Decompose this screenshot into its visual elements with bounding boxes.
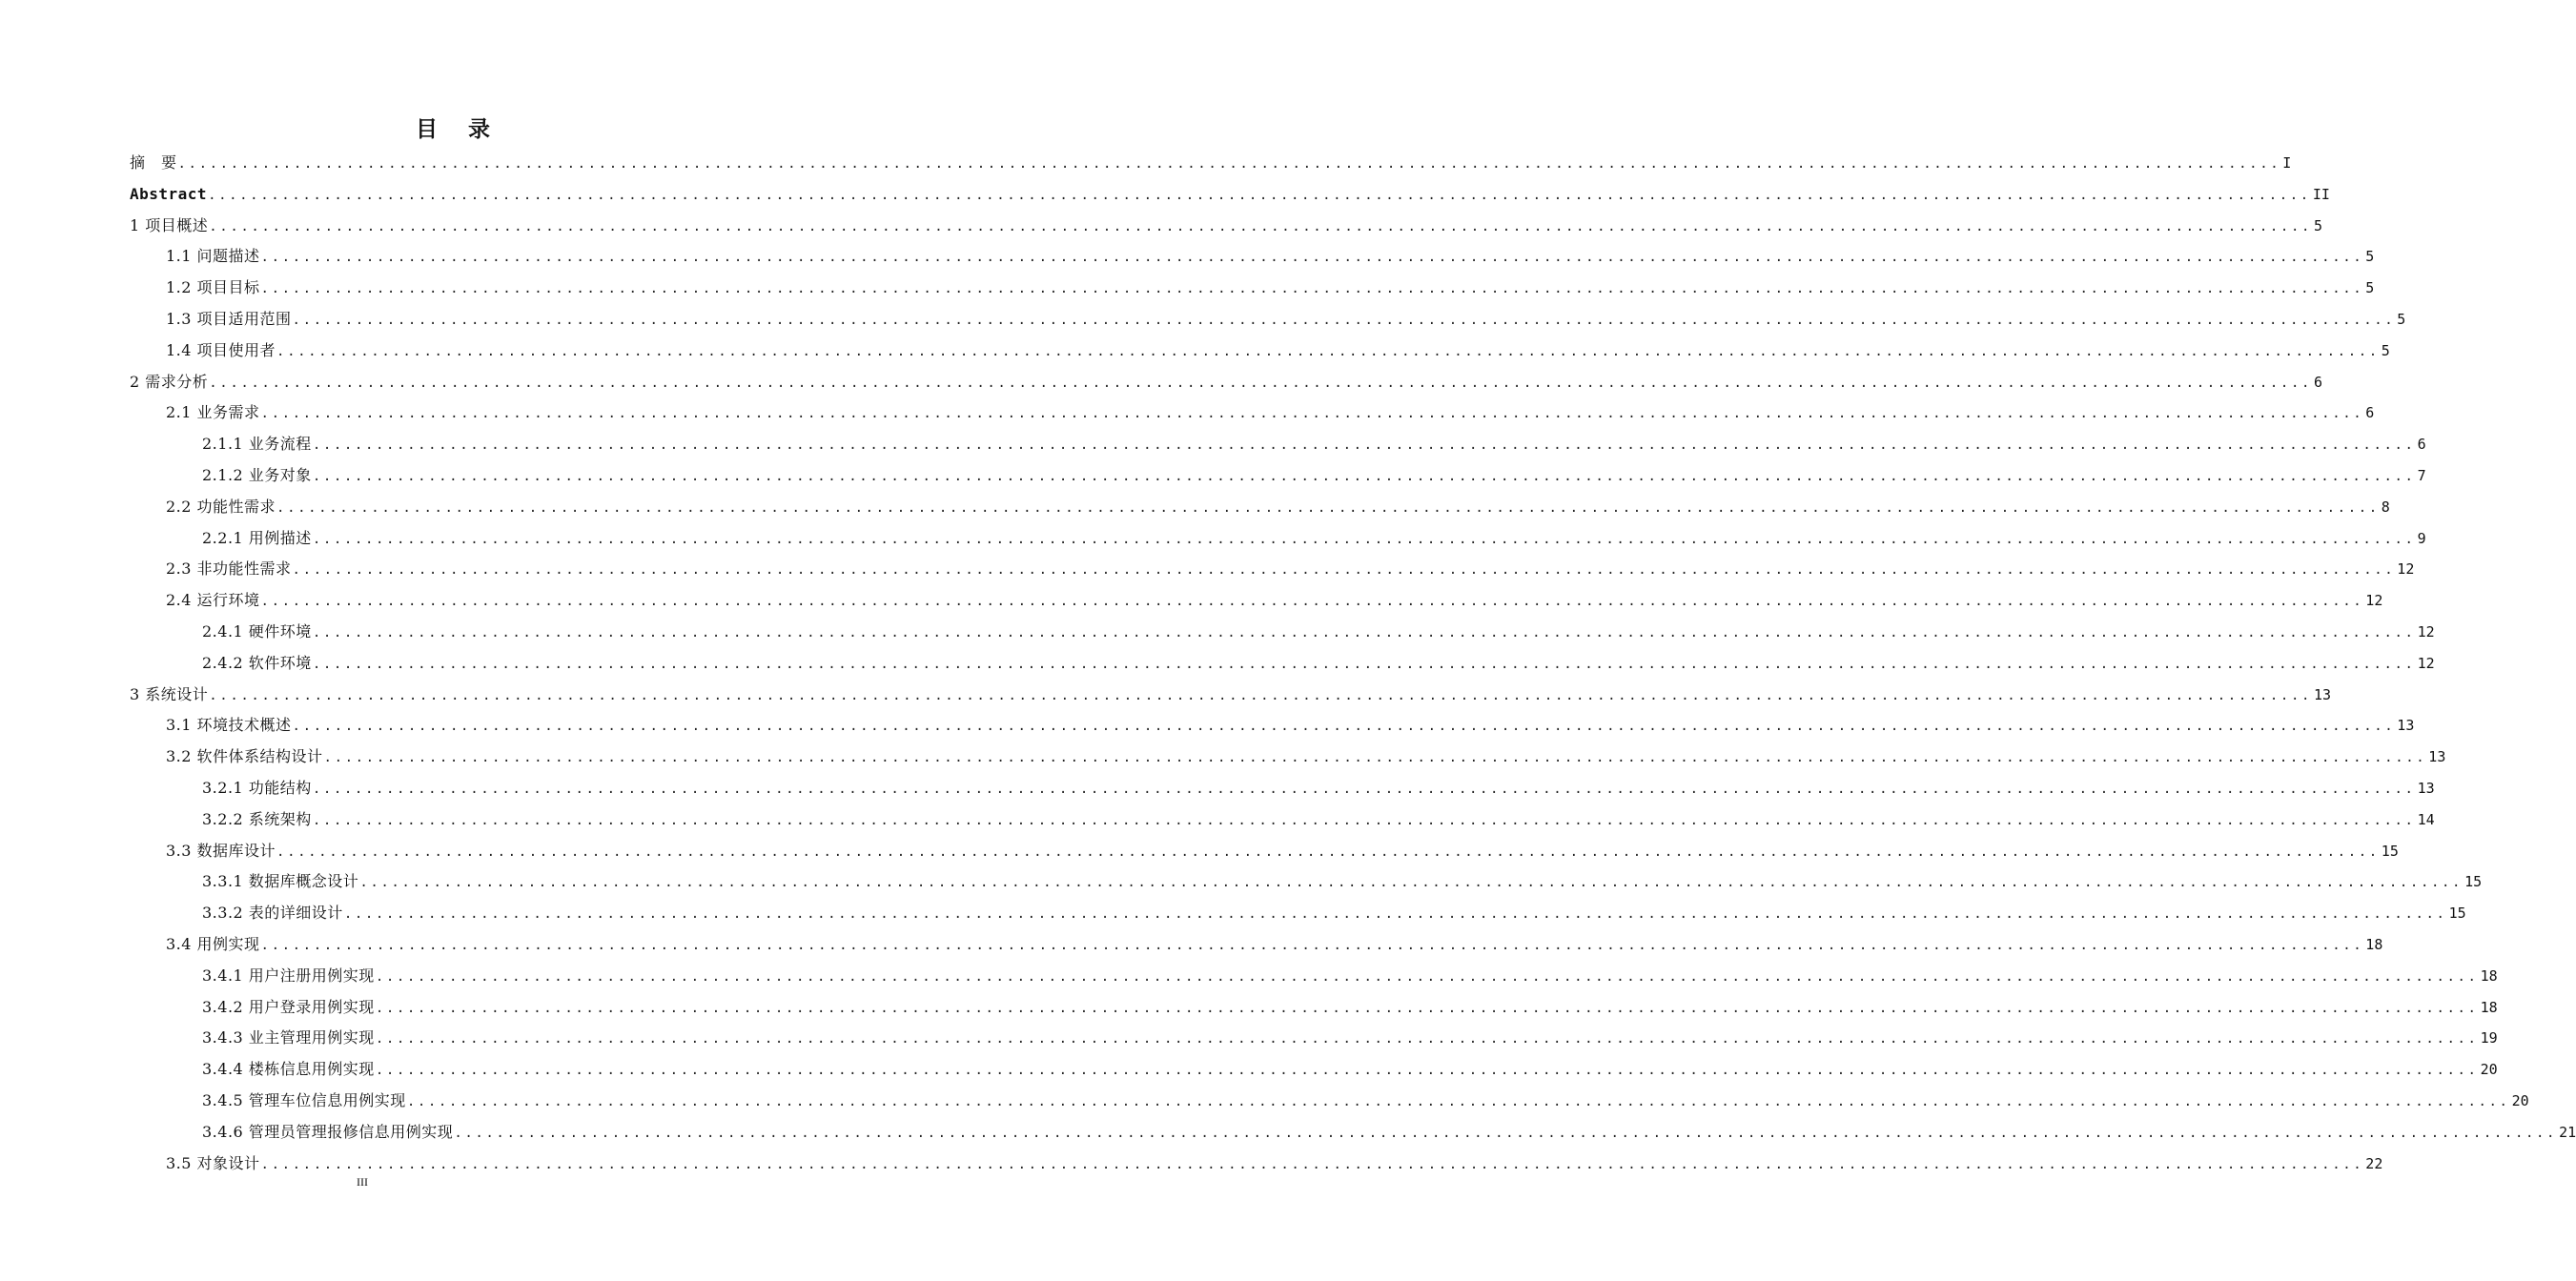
toc-entry[interactable] (130, 211, 2323, 242)
toc-dot-leader: ........................................................................................................................................................................................................ (292, 312, 2396, 328)
toc-entry-label: 1.2 项目目标 (166, 278, 260, 297)
toc-entry-label: 3.1 环境技术概述 (166, 716, 292, 735)
toc-entry[interactable] (130, 179, 2330, 211)
toc-entry[interactable] (130, 866, 2483, 898)
toc-entry-label: 3.3 数据库设计 (166, 841, 276, 860)
toc-entry-label: 1.1 问题描述 (166, 247, 260, 266)
toc-entry[interactable] (130, 710, 2415, 742)
toc-entry-page-number: 21 (2559, 1123, 2576, 1141)
toc-entry-label: 2.4.1 硬件环境 (202, 621, 312, 640)
toc-entry-page-number: 5 (2314, 216, 2323, 234)
toc-entry-page-number: 5 (2381, 341, 2390, 359)
toc-entry-label: 1.3 项目适用范围 (166, 309, 292, 328)
toc-entry-page-number: 15 (2448, 905, 2466, 923)
toc-dot-leader: ........................................................................................................................................................................................................ (312, 437, 2416, 454)
toc-entry-page-number: 7 (2417, 466, 2426, 484)
toc-entry-label: 2.4.2 软件环境 (202, 653, 312, 672)
toc-dot-leader: ........................................................................................................................................................................................................ (276, 844, 2380, 860)
toc-entry-page-number: 5 (2397, 310, 2406, 328)
toc-dot-leader: ........................................................................................................................................................................................................ (312, 531, 2416, 547)
toc-entry-label: 3.2.1 功能结构 (202, 778, 312, 797)
toc-dot-leader: ........................................................................................................................................................................................................ (292, 719, 2396, 735)
toc-dot-leader: ........................................................................................................................................................................................................ (209, 375, 2313, 391)
toc-entry[interactable] (130, 241, 2375, 273)
toc-entry[interactable] (130, 1023, 2498, 1054)
toc-dot-leader: ........................................................................................................................................................................................................ (312, 656, 2416, 672)
toc-entry-label: 2.2 功能性需求 (166, 497, 276, 516)
toc-entry-page-number: 6 (2314, 373, 2323, 391)
toc-entry-page-number: 12 (2397, 560, 2415, 579)
toc-dot-leader: ........................................................................................................................................................................................................ (375, 968, 2479, 985)
toc-entry[interactable] (130, 273, 2375, 304)
toc-entry-label: 3.4.4 楼栋信息用例实现 (202, 1060, 375, 1079)
toc-entry-label: 3.2.2 系统架构 (202, 809, 312, 828)
toc-dot-leader: ........................................................................................................................................................................................................ (260, 594, 2364, 610)
toc-entry-label: 3.4.1 用户注册用例实现 (202, 966, 375, 985)
toc-entry-page-number: 15 (2464, 873, 2483, 891)
toc-entry-page-number: 12 (2365, 592, 2383, 610)
toc-entry[interactable] (130, 836, 2399, 867)
toc-dot-leader: ........................................................................................................................................................................................................ (454, 1125, 2558, 1141)
toc-entry-page-number: 9 (2417, 529, 2426, 547)
toc-entry-label: 1 项目概述 (130, 215, 209, 234)
toc-entry-label: 2.1.1 业务流程 (202, 435, 312, 454)
toc-entry-label: 3.5 对象设计 (166, 1153, 260, 1172)
toc-dot-leader: ........................................................................................................................................................................................................ (260, 281, 2364, 297)
toc-dot-leader: ........................................................................................................................................................................................................ (323, 750, 2427, 766)
toc-entry-label: 3.3.1 数据库概念设计 (202, 872, 359, 891)
toc-entry-label: 3 系统设计 (130, 684, 209, 703)
toc-entry-page-number: 20 (2511, 1091, 2529, 1109)
toc-entry[interactable] (130, 367, 2323, 398)
toc-entry-page-number: 5 (2365, 279, 2375, 297)
toc-dot-leader: ........................................................................................................................................................................................................ (260, 1156, 2364, 1172)
toc-entry-label: 3.4.5 管理车位信息用例实现 (202, 1090, 406, 1109)
toc-dot-leader: ........................................................................................................................................................................................................ (375, 1063, 2479, 1079)
toc-entry-label: 2.2.1 用例描述 (202, 528, 312, 547)
toc-entry[interactable] (130, 680, 2332, 711)
toc-entry-page-number: I (2282, 154, 2292, 172)
toc-entry[interactable] (130, 397, 2375, 429)
toc-entry[interactable] (130, 148, 2292, 179)
toc-entry[interactable] (130, 804, 2435, 836)
toc-dot-leader: ........................................................................................................................................................................................................ (177, 156, 2281, 172)
toc-entry-page-number: 18 (2365, 935, 2383, 953)
toc-dot-leader: ........................................................................................................................................................................................................ (208, 187, 2311, 203)
toc-entry[interactable] (130, 992, 2498, 1024)
toc-entry[interactable] (130, 336, 2390, 367)
toc-dot-leader: ........................................................................................................................................................................................................ (260, 406, 2364, 422)
toc-entry-label: 2.1 业务需求 (166, 403, 260, 422)
toc-entry[interactable] (130, 460, 2426, 492)
toc-dot-leader: ........................................................................................................................................................................................................ (292, 562, 2396, 579)
toc-entry-label: 1.4 项目使用者 (166, 340, 276, 359)
toc-dot-leader: ........................................................................................................................................................................................................ (209, 687, 2313, 703)
toc-entry-page-number: 8 (2381, 498, 2390, 516)
toc-dot-leader: ........................................................................................................................................................................................................ (312, 624, 2416, 640)
toc-entry-page-number: 18 (2480, 998, 2498, 1016)
toc-dot-leader: ........................................................................................................................................................................................................ (260, 937, 2364, 953)
toc-entry-page-number: 18 (2480, 966, 2498, 985)
toc-entry[interactable] (130, 929, 2383, 961)
toc-entry[interactable] (130, 304, 2406, 336)
toc-entry-page-number: 13 (2397, 717, 2415, 735)
toc-entry-page-number: 13 (2314, 685, 2332, 703)
table-of-contents (130, 148, 2576, 1179)
toc-entry[interactable] (130, 617, 2435, 648)
toc-entry-label: Abstract (130, 184, 208, 203)
toc-entry[interactable] (130, 523, 2426, 555)
toc-entry-label: 2.3 非功能性需求 (166, 559, 292, 579)
toc-entry-page-number: 22 (2365, 1154, 2383, 1172)
toc-entry[interactable] (130, 742, 2446, 773)
page-title: 目 录 (415, 117, 501, 142)
toc-entry-label: 2.4 运行环境 (166, 591, 260, 610)
toc-entry[interactable] (130, 1117, 2576, 1149)
toc-entry[interactable] (130, 1054, 2498, 1086)
toc-entry-label: 摘 要 (130, 153, 177, 172)
footer-page-number: III (357, 1175, 368, 1189)
toc-dot-leader: ........................................................................................................................................................................................................ (276, 343, 2380, 359)
toc-dot-leader: ........................................................................................................................................................................................................ (312, 781, 2416, 797)
toc-entry[interactable] (130, 961, 2498, 992)
toc-entry-page-number: 5 (2365, 248, 2375, 266)
toc-entry[interactable] (130, 1086, 2529, 1117)
toc-entry-page-number: 19 (2480, 1029, 2498, 1047)
toc-entry-label: 3.4.2 用户登录用例实现 (202, 997, 375, 1016)
toc-dot-leader: ........................................................................................................................................................................................................ (343, 906, 2447, 923)
toc-entry[interactable] (130, 773, 2435, 804)
toc-entry-page-number: 20 (2480, 1061, 2498, 1079)
toc-dot-leader: ........................................................................................................................................................................................................ (260, 250, 2364, 266)
toc-entry-page-number: 6 (2365, 404, 2375, 422)
toc-entry-page-number: 6 (2417, 436, 2426, 454)
toc-entry-label: 3.4.3 业主管理用例实现 (202, 1028, 375, 1047)
toc-dot-leader: ........................................................................................................................................................................................................ (375, 1031, 2479, 1047)
toc-entry-page-number: II (2312, 185, 2330, 203)
toc-entry-page-number: 13 (2428, 748, 2446, 766)
toc-entry[interactable] (130, 429, 2426, 460)
toc-dot-leader: ........................................................................................................................................................................................................ (359, 875, 2464, 891)
toc-entry-page-number: 12 (2417, 654, 2435, 672)
toc-entry[interactable] (130, 648, 2435, 680)
toc-dot-leader: ........................................................................................................................................................................................................ (406, 1093, 2510, 1109)
toc-entry-label: 3.4 用例实现 (166, 934, 260, 953)
toc-entry-label: 3.4.6 管理员管理报修信息用例实现 (202, 1122, 454, 1141)
toc-entry-label: 2 需求分析 (130, 372, 209, 391)
toc-entry-label: 2.1.2 业务对象 (202, 465, 312, 484)
toc-entry[interactable] (130, 492, 2390, 523)
toc-dot-leader: ........................................................................................................................................................................................................ (312, 812, 2416, 828)
toc-entry[interactable] (130, 585, 2383, 617)
toc-dot-leader: ........................................................................................................................................................................................................ (312, 468, 2416, 484)
toc-entry-page-number: 14 (2417, 810, 2435, 828)
toc-dot-leader: ........................................................................................................................................................................................................ (375, 1000, 2479, 1016)
toc-dot-leader: ........................................................................................................................................................................................................ (276, 499, 2380, 516)
toc-entry-page-number: 13 (2417, 779, 2435, 797)
toc-entry[interactable] (130, 554, 2415, 585)
toc-dot-leader: ........................................................................................................................................................................................................ (209, 218, 2313, 234)
toc-entry-label: 3.2 软件体系结构设计 (166, 747, 323, 766)
toc-entry-page-number: 15 (2381, 842, 2399, 860)
toc-entry-label: 3.3.2 表的详细设计 (202, 904, 343, 923)
toc-entry-page-number: 12 (2417, 622, 2435, 640)
toc-entry[interactable] (130, 898, 2466, 929)
